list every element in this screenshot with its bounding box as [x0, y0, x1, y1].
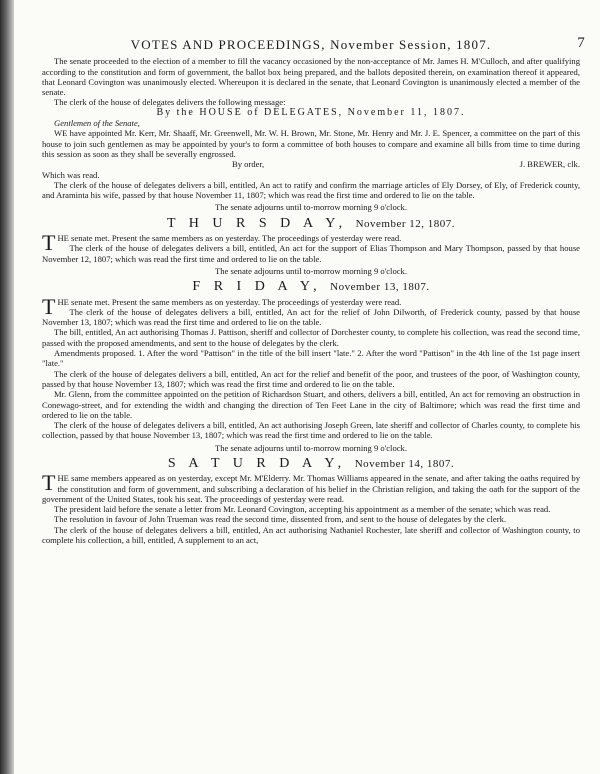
salutation: Gentlemen of the Senate,: [54, 118, 140, 129]
day-heading-thursday: [42, 215, 580, 231]
paragraph: The clerk of the house of delegates delivers a bill, entitled, An act authorising Nathaniel Rochester, late sheriff and collector of Washington county, to complete his collection, a bill, entitled, A supplement to an act,: [42, 524, 580, 546]
paragraph: The bill, entitled, An act authorising Thomas J. Pattison, sheriff and collector of Dorchester county, to complete his collection, was read the second time, passed with the proposed amendments, and sent to the house of delegates by the clerk.: [42, 327, 580, 348]
paragraph-text: HE senate met. Present the same members as on yesterday. The proceedings of yesterday were read.: [57, 233, 402, 244]
paragraph: [42, 470, 580, 504]
day-date: November 13, 1807.: [330, 281, 430, 294]
paragraph: The clerk of the house of delegates delivers a bill, entitled, An act for the relief of John Dilworth, of Frederick county, passed by that house November 13, 1807; which was read the first time and ordered to lie on the table.: [42, 306, 580, 328]
adjournment-notice: The senate adjourns until to-morrow morning 9 o'clock.: [215, 442, 407, 453]
paragraph: The resolution in favour of John Trueman was read the second time, dissented from, and sent to the house of delegates by the clerk.: [54, 514, 507, 525]
day-date: November 14, 1807.: [354, 457, 455, 470]
adjournment-notice: The senate adjourns until to-morrow morning 9 o'clock.: [215, 202, 407, 213]
page-title: VOTES AND PROCEEDINGS, November Session, 1807.: [130, 37, 492, 52]
day-name: T H U R S D A Y,: [166, 215, 348, 231]
signature: J. BREWER, clk.: [519, 159, 580, 170]
paragraph: WE have appointed Mr. Kerr, Mr. Shaaff, Mr. Greenwell, Mr. W. H. Brown, Mr. Stone, Mr. Henry and Mr. J. E. Spencer, a committee on the part of this house to join such gentlemen as may be appointed by your's to form a committee of both houses to compare and examine all bills from time to time during this session as soon as they shall be severally engrossed.: [42, 128, 580, 159]
by-order-text: By order,: [232, 159, 265, 170]
paragraph: The clerk of the house of delegates delivers a bill, entitled, An act to ratify and confirm the marriage articles of Ely Dorsey, of Ely, of Frederick county, and Araminta his wife, passed by that house November 11, 1807; which was read the first time and ordered to lie on the table.: [42, 179, 580, 201]
page-number: 7: [577, 35, 586, 51]
paragraph: Mr. Glenn, from the committee appointed on the petition of Richardson Stuart, and others, delivers a bill, entitled, An act for removing an obstruction in Conewago-street, and for extending the width and changing the direction of Ten Feet Lane in the city of Baltimore; which was read the first time and ordered to lie on the table.: [42, 389, 580, 420]
adjournment-notice: The senate adjourns until to-morrow morning 9 o'clock.: [215, 265, 407, 276]
drop-cap: T: [42, 293, 56, 319]
paragraph: The clerk of the house of delegates delivers a bill, entitled, An act for the relief and benefit of the poor, and trustees of the poor, of Washington county, passed by that house November 13, 1807; which was read the first time and ordered to lie on the table.: [42, 368, 580, 389]
drop-cap: T: [42, 230, 56, 256]
paragraph: Which was read.: [42, 169, 100, 180]
paragraph: The clerk of the house of delegates delivers a bill, entitled, An act authorising Joseph Green, late sheriff and collector of Charles county, to complete his collection, passed by that house November 13, 1807; which was read the first time and ordered to lie on the table.: [42, 420, 580, 441]
paragraph-text: HE senate met. Present the same members as on yesterday. The proceedings of yesterday were read.: [57, 296, 402, 307]
day-heading-saturday: [42, 455, 580, 471]
paragraph: Amendments proposed. 1. After the word "Pattison" in the title of the bill insert "late." 2. After the word "Pattison" in the 4th line of the 1st page insert "late.": [42, 348, 580, 369]
document-content: [42, 35, 586, 546]
page-header: [42, 35, 586, 52]
paragraph-text: HE same members appeared as on yesterday, except Mr. M'Elderry. Mr. Thomas Williams appeared in the senate, and after taking the oaths required by the constitution and form of government, and subscribing a declaration of his belief in the Christian religion, and taking the oath for the support of the government of the United States, took his seat. The proceedings of yesterday were read.: [42, 473, 580, 504]
paragraph: The clerk of the house of delegates delivers the following message:: [54, 97, 286, 108]
signature-line: [42, 159, 580, 169]
message-heading: By the HOUSE of DELEGATES, November 11, 1807.: [156, 106, 466, 118]
day-name: S A T U R D A Y,: [167, 455, 347, 471]
day-date: November 12, 1807.: [355, 217, 456, 230]
paragraph: The president laid before the senate a letter from Mr. Leonard Covington, accepting his appointment as a member of the senate; which was read.: [54, 504, 551, 515]
day-heading-friday: [42, 279, 580, 295]
day-name: F R I D A Y,: [192, 279, 322, 295]
paragraph: The senate proceeded to the election of a member to fill the vacancy occasioned by the non-acceptance of Mr. James H. M'Culloch, and after qualifying according to the constitution and form of government, the ballot box being prepared, and the ballots deposited therein, on examination thereof it appeared, that Leonard Covington was unanimously elected. Whereupon it is declared in the senate, that Leonard Covington is unanimously elected a member of the senate.: [42, 56, 580, 98]
paragraph: The clerk of the house of delegates delivers a bill, entitled, An act for the support of Elias Thompson and Mary Thompson, passed by that house November 12, 1807; which was read the first time and ordered to lie on the table.: [42, 243, 580, 264]
drop-cap: T: [42, 470, 56, 496]
page-binding-edge: [0, 0, 14, 774]
